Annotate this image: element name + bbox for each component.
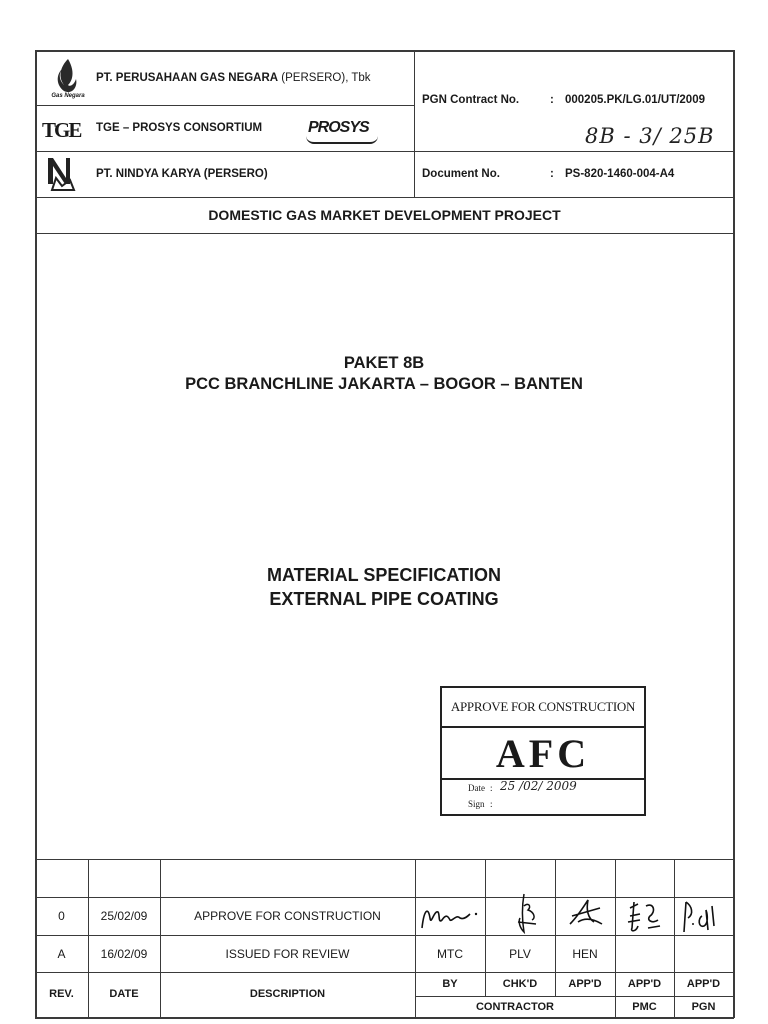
- pgn-logo: [42, 55, 94, 103]
- row0-date: 25/02/09: [100, 909, 148, 923]
- paket-title: PAKET 8B: [343, 354, 425, 372]
- frame-bottom: [35, 1017, 734, 1019]
- nk-logo-icon: [44, 156, 78, 192]
- rowA-chkd: PLV: [509, 947, 531, 961]
- header-by: BY: [442, 978, 458, 990]
- revtable-top: [35, 859, 734, 860]
- header-divider-vertical: [414, 50, 415, 198]
- header-description: DESCRIPTION: [249, 988, 326, 1000]
- stamp-date-label: Date: [468, 783, 485, 793]
- company-nindya: PT. NINDYA KARYA (PERSERO): [96, 168, 268, 180]
- header-chkd: CHK'D: [502, 978, 538, 990]
- rowA-rev: A: [57, 947, 66, 961]
- signature-by: [418, 900, 482, 934]
- revtable-col-4: [485, 859, 486, 996]
- contract-value: 000205.PK/LG.01/UT/2009: [565, 94, 705, 106]
- stamp-sign-label: Sign: [468, 799, 485, 809]
- frame-left: [35, 50, 37, 1018]
- header-date: DATE: [109, 988, 139, 1000]
- contract-colon: :: [550, 94, 554, 106]
- pgn-logo-text: Gas Negara: [51, 93, 85, 99]
- rowA-date: 16/02/09: [100, 947, 148, 961]
- revtable-col-3: [415, 859, 416, 1017]
- signature-appd-pmc: [624, 898, 668, 938]
- signature-appd-pgn: [678, 896, 724, 936]
- tge-logo: TGE: [42, 118, 81, 142]
- project-row-line: [35, 233, 734, 234]
- consortium-name: TGE – PROSYS CONSORTIUM: [96, 122, 263, 134]
- revtable-row-line-3: [35, 972, 734, 973]
- company-pgn-name: PT. PERUSAHAAN GAS NEGARA: [96, 72, 279, 84]
- header-row1-line: [35, 105, 415, 106]
- prosys-logo: PROSYS: [308, 119, 369, 136]
- rowA-by: MTC: [437, 947, 463, 961]
- handwritten-reference: 8B - 3/ 25B: [585, 124, 715, 148]
- header-appd-pmc: APP'D: [627, 978, 662, 990]
- document-colon: :: [550, 168, 554, 180]
- stamp-date-colon: :: [490, 783, 493, 793]
- document-number: PS-820-1460-004-A4: [565, 168, 675, 180]
- project-title: DOMESTIC GAS MARKET DEVELOPMENT PROJECT: [208, 207, 561, 223]
- nindya-logo: [44, 156, 78, 192]
- signature-appd-contractor: [564, 896, 608, 932]
- company-pgn-suffix: (PERSERO), Tbk: [278, 72, 371, 84]
- company-pgn: [96, 72, 371, 84]
- revtable-sub-line: [415, 996, 734, 997]
- stamp-sign-colon: :: [490, 799, 493, 809]
- header-row2-line: [35, 151, 734, 152]
- header-appd-contractor: APP'D: [568, 978, 602, 990]
- frame-right: [733, 50, 735, 1018]
- stamp-date-value: 25 /02/ 2009: [500, 779, 577, 793]
- revtable-col-6: [615, 859, 616, 1017]
- header-row3-line: [35, 197, 734, 198]
- rowA-description: ISSUED FOR REVIEW: [225, 947, 350, 961]
- afc-stamp: [440, 686, 646, 816]
- frame-top: [35, 50, 734, 52]
- prosys-logo-swoosh: [306, 136, 378, 144]
- row0-description: APPROVE FOR CONSTRUCTION: [194, 909, 381, 923]
- rowA-appd: HEN: [572, 947, 598, 961]
- stamp-code: AFC: [442, 728, 644, 780]
- signature-chkd: [506, 892, 546, 936]
- spec-title-line2: EXTERNAL PIPE COATING: [269, 589, 499, 609]
- header-contractor: CONTRACTOR: [475, 1001, 554, 1013]
- revtable-col-5: [555, 859, 556, 996]
- contract-label: PGN Contract No.: [422, 94, 520, 106]
- spec-title-line1: MATERIAL SPECIFICATION: [267, 565, 501, 585]
- revtable-col-7: [674, 859, 675, 1017]
- document-label: Document No.: [422, 168, 500, 180]
- header-pmc: PMC: [632, 1001, 657, 1013]
- stamp-heading: APPROVE FOR CONSTRUCTION: [442, 688, 644, 728]
- row0-rev: 0: [58, 909, 65, 923]
- header-pgn: PGN: [691, 1001, 716, 1013]
- header-rev: REV.: [49, 988, 74, 1000]
- branchline-title: PCC BRANCHLINE JAKARTA – BOGOR – BANTEN: [185, 375, 583, 393]
- header-appd-pgn: APP'D: [686, 978, 721, 990]
